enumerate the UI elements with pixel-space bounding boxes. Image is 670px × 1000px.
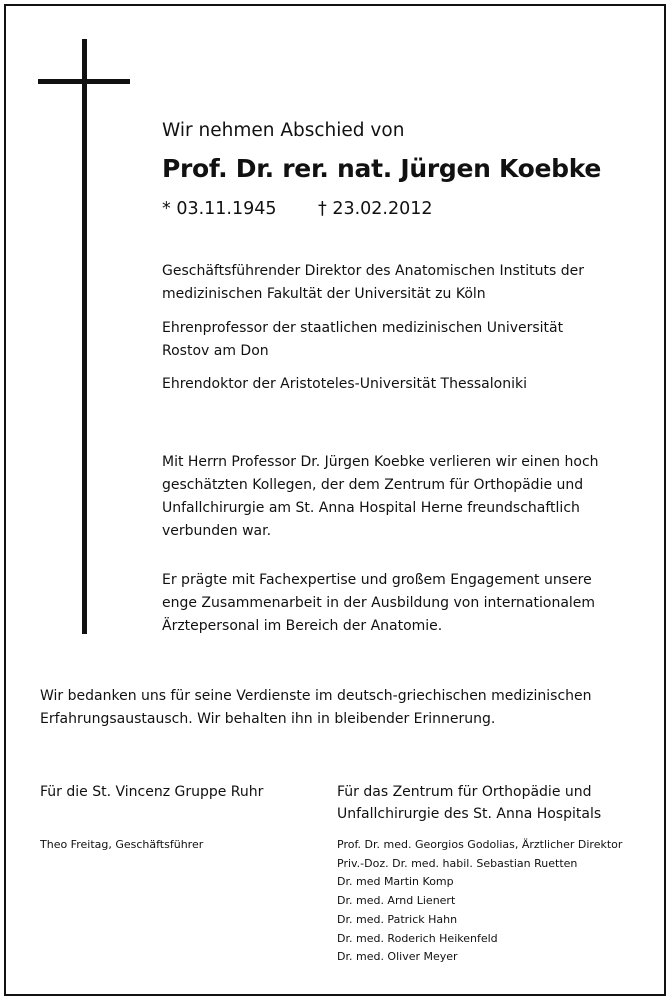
tribute-line: geschätzten Kollegen, der dem Zentrum für Orthopädie und bbox=[162, 477, 584, 493]
signature-right-heading bbox=[337, 781, 601, 825]
intro-line: Wir nehmen Abschied von bbox=[162, 120, 405, 141]
thanks-paragraph bbox=[40, 685, 592, 731]
member-name: Dr. med. Oliver Meyer bbox=[337, 950, 458, 964]
title-line: Geschäftsführender Direktor des Anatomischen Instituts der bbox=[162, 263, 584, 279]
signature-left-heading: Für die St. Vincenz Gruppe Ruhr bbox=[40, 784, 264, 800]
tribute-line: Unfallchirurgie am St. Anna Hospital Herne freundschaftlich bbox=[162, 500, 580, 516]
cross-horizontal-bar bbox=[38, 79, 130, 84]
birth-date: * 03.11.1945 bbox=[162, 199, 277, 219]
deceased-name: Prof. Dr. rer. nat. Jürgen Koebke bbox=[162, 154, 602, 183]
title-line: Rostov am Don bbox=[162, 343, 269, 359]
tribute-line: Er prägte mit Fachexpertise und großem Engagement unsere bbox=[162, 572, 592, 588]
title-line: Ehrenprofessor der staatlichen medizinischen Universität bbox=[162, 320, 564, 336]
member-name: Dr. med Martin Komp bbox=[337, 875, 454, 889]
tribute-paragraph-2 bbox=[162, 569, 595, 638]
tribute-line: verbunden war. bbox=[162, 523, 272, 539]
tribute-paragraph-1 bbox=[162, 451, 599, 543]
title-line: Ehrendoktor der Aristoteles-Universität Thessaloniki bbox=[162, 376, 527, 392]
thanks-line: Wir bedanken uns für seine Verdienste im deutsch-griechischen medizinischen bbox=[40, 688, 592, 704]
signature-heading-line: Unfallchirurgie des St. Anna Hospitals bbox=[337, 806, 602, 822]
member-name: Dr. med. Patrick Hahn bbox=[337, 912, 458, 926]
death-date: † 23.02.2012 bbox=[318, 199, 433, 219]
signature-left-name: Theo Freitag, Geschäftsführer bbox=[40, 838, 204, 851]
signature-heading-line: Für das Zentrum für Orthopädie und bbox=[337, 784, 592, 800]
cross-vertical-bar bbox=[82, 39, 87, 634]
member-name: Dr. med. Arnd Lienert bbox=[337, 894, 456, 908]
member-name: Dr. med. Roderich Heikenfeld bbox=[337, 931, 498, 945]
title-honorary-professor bbox=[162, 317, 563, 363]
thanks-line: Erfahrungsaustausch. Wir behalten ihn in bleibender Erinnerung. bbox=[40, 711, 496, 727]
tribute-line: enge Zusammenarbeit in der Ausbildung von internationalem bbox=[162, 595, 596, 611]
title-honorary-doctor bbox=[162, 373, 527, 396]
title-line: medizinischen Fakultät der Universität zu Köln bbox=[162, 286, 486, 302]
member-name: Prof. Dr. med. Georgios Godolias, Ärztlicher Direktor bbox=[337, 838, 623, 851]
title-director bbox=[162, 260, 584, 306]
signature-right-members bbox=[337, 836, 622, 967]
tribute-line: Ärztepersonal im Bereich der Anatomie. bbox=[162, 618, 443, 634]
member-name: Priv.-Doz. Dr. med. habil. Sebastian Ruetten bbox=[337, 856, 578, 870]
tribute-line: Mit Herrn Professor Dr. Jürgen Koebke verlieren wir einen hoch bbox=[162, 454, 599, 470]
